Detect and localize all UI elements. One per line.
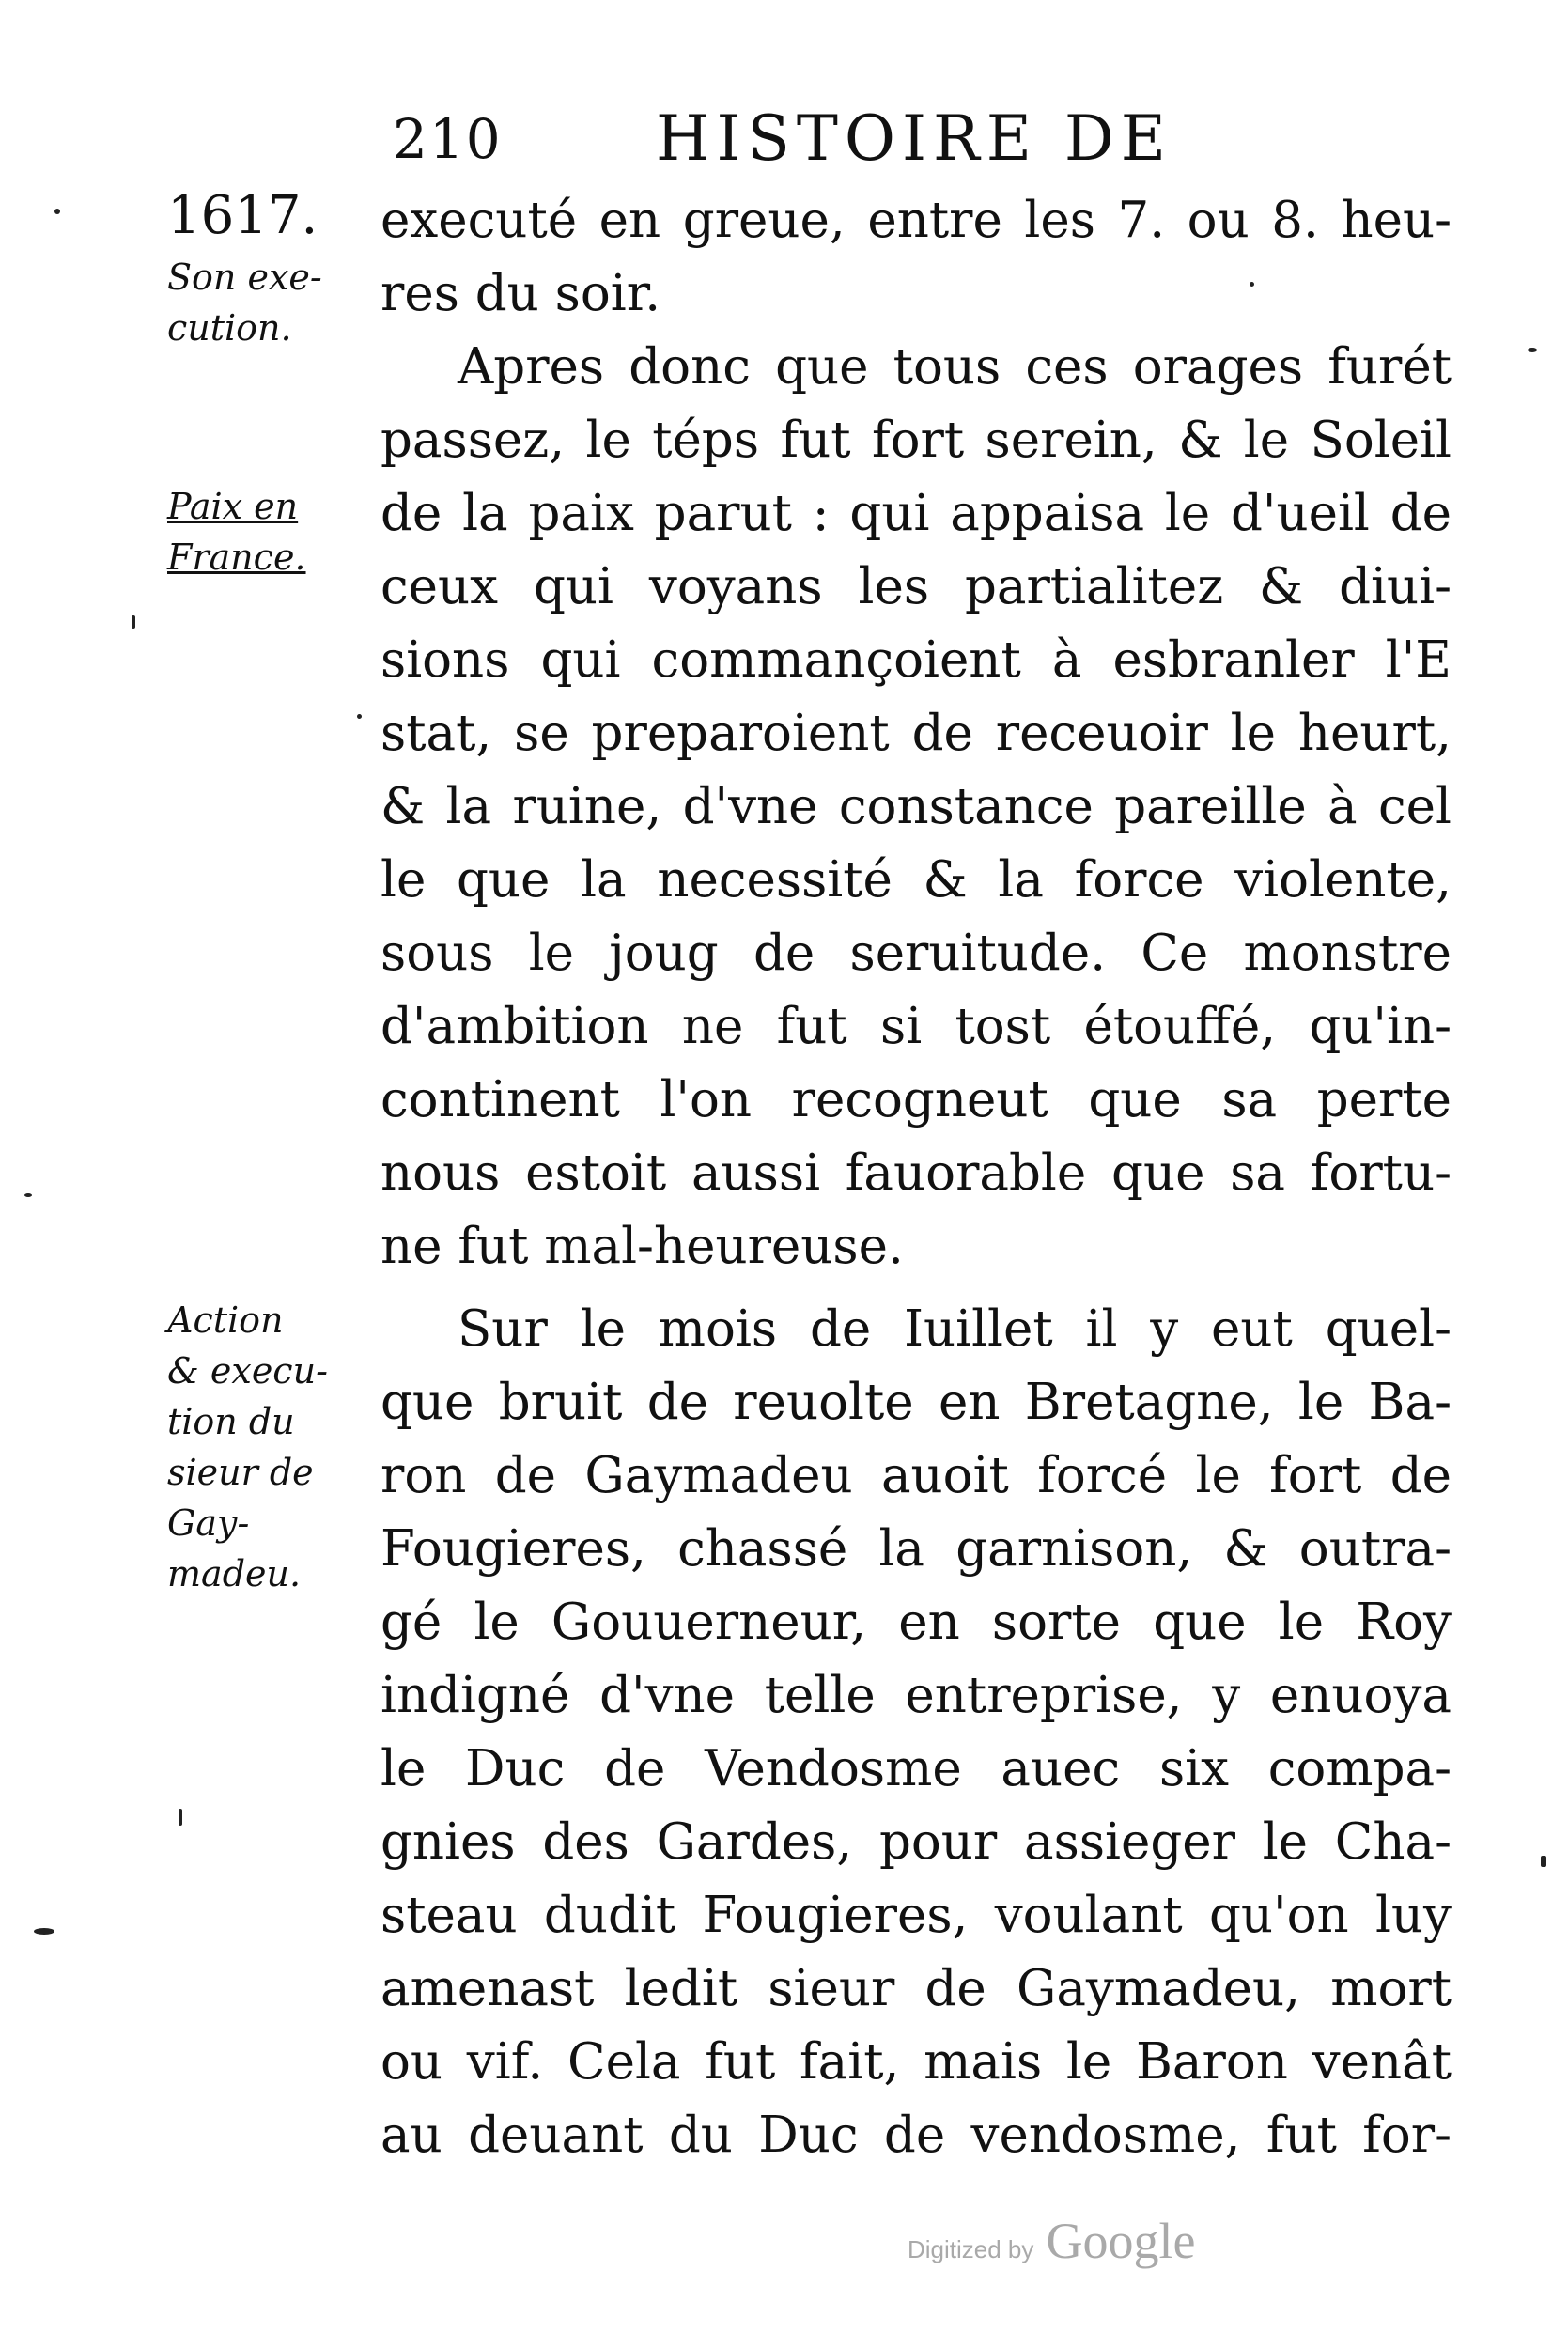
scan-speck	[24, 1193, 32, 1197]
scan-speck	[54, 209, 60, 214]
text-line: res du soir.	[380, 265, 661, 322]
scan-speck	[179, 1809, 182, 1826]
margin-year: 1617.	[167, 185, 318, 246]
text-line: que bruit de reuolte en Bretagne, le Ba-	[380, 1374, 1452, 1431]
text-line: stat, se preparoient de receuoir le heurt,	[380, 705, 1452, 762]
body-text	[380, 184, 1452, 2172]
scan-speck	[357, 714, 362, 719]
margin-note-paix: Paix en France.	[167, 486, 306, 578]
text-line: sous le joug de seruitude. Ce monstre	[380, 925, 1452, 982]
text-line: passez, le téps fut fort serein, & le Soleil	[380, 412, 1452, 469]
text-line: de la paix parut : qui appaisa le d'ueil de	[380, 485, 1452, 542]
text-line: ron de Gaymadeu auoit forcé le fort de	[380, 1447, 1452, 1504]
text-line: d'ambition ne fut si tost étouffé, qu'in-	[380, 998, 1452, 1055]
text-line: executé en greue, entre les 7. ou 8. heu-	[380, 192, 1452, 249]
text-line: ceux qui voyans les partialitez & diui-	[380, 558, 1452, 615]
scan-speck	[34, 1928, 54, 1935]
text-line: continent l'on recogneut que sa perte	[380, 1071, 1452, 1128]
scan-speck	[1541, 1856, 1546, 1867]
text-line: le Duc de Vendosme auec six compa-	[380, 1740, 1452, 1797]
text-line: steau dudit Fougieres, voulant qu'on luy	[380, 1887, 1452, 1944]
running-title: HISTOIRE DE	[656, 102, 1172, 175]
text-line: sions qui commançoient à esbranler l'E	[380, 631, 1452, 689]
text-line: au deuant du Duc de vendosme, fut for-	[380, 2107, 1452, 2164]
text-line: Fougieres, chassé la garnison, & outra-	[380, 1520, 1452, 1578]
text-line: amenast ledit sieur de Gaymadeu, mort	[380, 1960, 1452, 2017]
scan-speck	[132, 615, 135, 629]
google-wordmark: Google	[1046, 2213, 1196, 2269]
text-line: gnies des Gardes, pour assieger le Cha-	[380, 1813, 1452, 1871]
text-line: ne fut mal-heureuse.	[380, 1218, 904, 1275]
digitized-by-label: Digitized by	[908, 2235, 1034, 2263]
text-line: ou vif. Cela fut fait, mais le Baron venât	[380, 2033, 1452, 2091]
text-line: & la ruine, d'vne constance pareille à cel	[380, 778, 1452, 835]
margin-note-execution: Son exe- cution.	[167, 257, 322, 349]
page-number: 210	[393, 107, 503, 171]
paragraph-start-line: Apres donc que tous ces orages furét	[458, 338, 1452, 396]
text-line: nous estoit aussi fauorable que sa fortu-	[380, 1144, 1452, 1202]
scan-speck	[1528, 348, 1537, 352]
digitization-watermark	[908, 2212, 1195, 2270]
text-line: le que la necessité & la force violente,	[380, 851, 1452, 909]
text-line: gé le Gouuerneur, en sorte que le Roy	[380, 1594, 1452, 1651]
running-head	[393, 101, 1238, 177]
paragraph-start-line: Sur le mois de Iuillet il y eut quel-	[458, 1300, 1452, 1358]
text-line: indigné d'vne telle entreprise, y enuoya	[380, 1667, 1452, 1724]
scan-speck	[1250, 282, 1254, 287]
margin-note-action: Action & execu- tion du sieur de Gay- madeu.	[167, 1299, 328, 1595]
